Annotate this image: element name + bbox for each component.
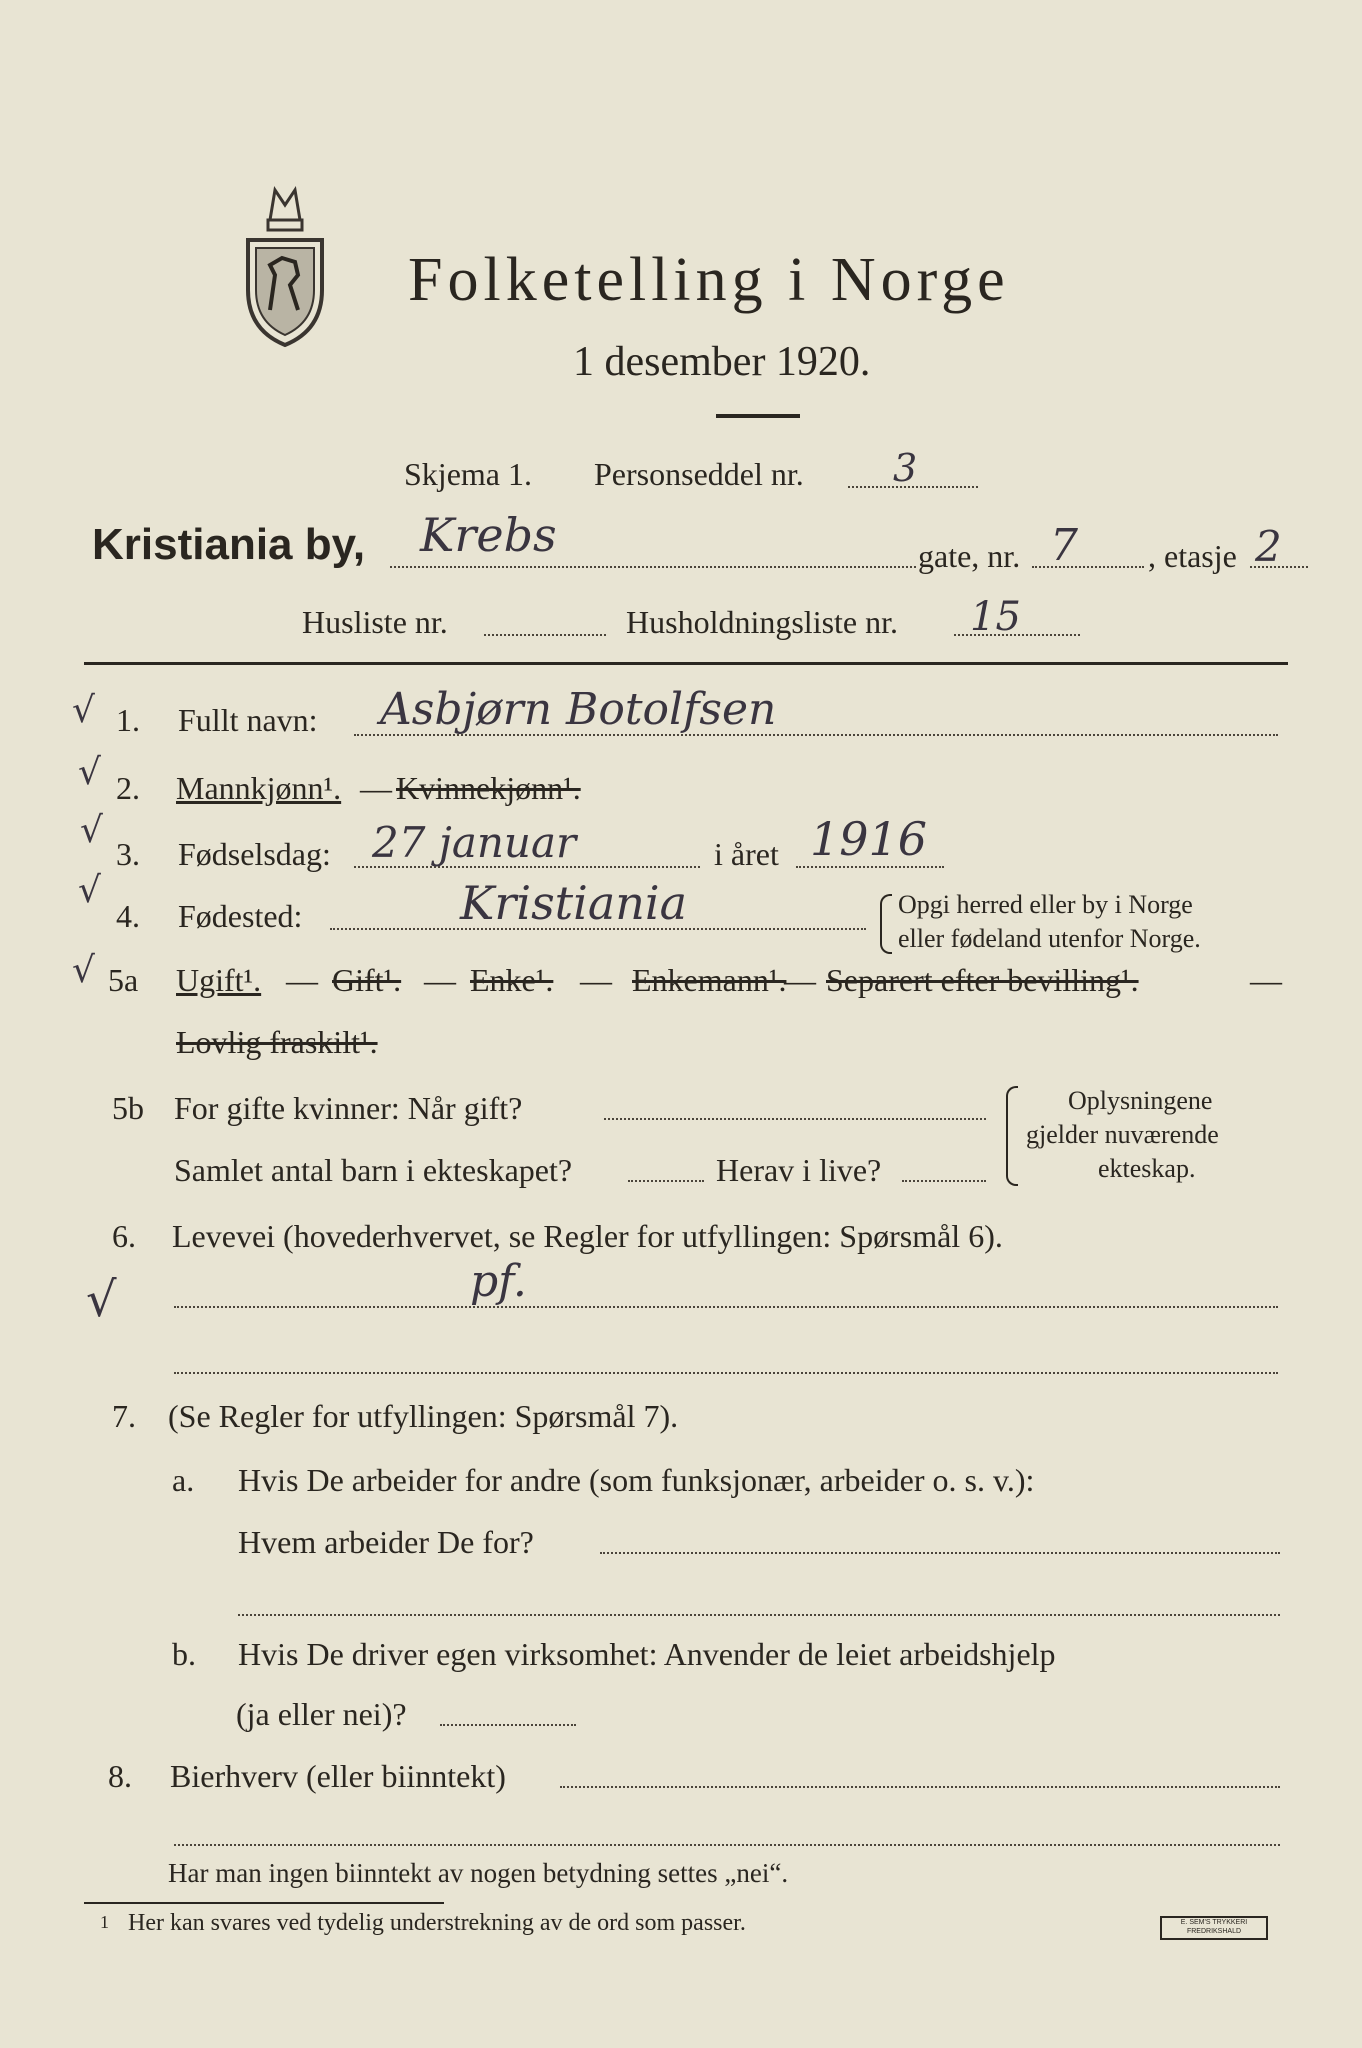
option-separert[interactable]: Separert efter bevilling¹. — [826, 962, 1139, 998]
husliste-label: Husliste nr. — [302, 604, 448, 640]
q5b-label: For gifte kvinner: Når gift? — [174, 1090, 523, 1126]
occupation-field-2[interactable] — [174, 1372, 1278, 1374]
q4-number: 4. — [116, 898, 140, 934]
barn-label: Samlet antal barn i ekteskapet? — [174, 1152, 573, 1188]
option-kvinnekjonn[interactable]: Kvinnekjønn¹. — [396, 770, 581, 806]
occupation-value: pf. — [470, 1256, 527, 1307]
birthplace-note-bracket — [880, 894, 892, 954]
footnote-mark: 1 — [100, 1912, 109, 1932]
q8-label: Bierhverv (eller biinntekt) — [170, 1758, 506, 1794]
q1-label: Fullt navn: — [178, 702, 318, 738]
city-label: Kristiania by, — [92, 520, 366, 569]
birthplace-note-1: Opgi herred eller by i Norge — [898, 890, 1193, 919]
birth-year-field[interactable] — [796, 866, 944, 868]
husliste-field[interactable] — [484, 634, 606, 636]
q7-label: (Se Regler for utfyllingen: Spørsmål 7). — [168, 1398, 679, 1434]
q7a-label: Hvis De arbeider for andre (som funksjonær, arbeider o. s. v.): — [238, 1462, 1035, 1498]
title-divider — [716, 414, 800, 418]
q7a-question: Hvem arbeider De for? — [238, 1524, 534, 1560]
option-mannkjonn[interactable]: Mannkjønn¹. — [176, 770, 342, 806]
option-enkemann[interactable]: Enkemann¹. — [632, 962, 787, 998]
employer-field[interactable] — [600, 1552, 1280, 1554]
children-alive-field[interactable] — [902, 1180, 986, 1182]
q5a-dash-1: — — [286, 962, 318, 998]
q7b-question: (ja eller nei)? — [236, 1696, 407, 1732]
q5a-number: 5a — [108, 962, 139, 998]
q3-number: 3. — [116, 836, 140, 872]
hired-help-field[interactable] — [440, 1724, 576, 1726]
q7a-number: a. — [172, 1462, 195, 1498]
birth-year-value: 1916 — [810, 812, 928, 866]
check-mark-q4: √ — [78, 870, 101, 911]
side-income-field-2[interactable] — [174, 1844, 1280, 1846]
marriage-note-2: gjelder nuværende — [1026, 1120, 1219, 1149]
q5a-dash-4: — — [784, 962, 816, 998]
q5a-dash-3: — — [580, 962, 612, 998]
form-title: Folketelling i Norge — [408, 246, 1010, 314]
q7b-number: b. — [172, 1636, 196, 1672]
printer-stamp: E. SEM'S TRYKKERI FREDRIKSHALD — [1160, 1916, 1268, 1940]
q2-separator: — — [360, 770, 392, 806]
full-name-value: Asbjørn Botolfsen — [380, 684, 777, 735]
header-divider — [84, 662, 1288, 665]
husholdning-label: Husholdningsliste nr. — [626, 604, 899, 640]
gate-nr-value: 7 — [1050, 520, 1078, 571]
gate-label: gate, nr. — [918, 538, 1021, 574]
option-enke[interactable]: Enke¹. — [470, 962, 554, 998]
schema-label: Skjema 1. — [404, 456, 532, 492]
option-fraskilt[interactable]: Lovlig fraskilt¹. — [176, 1024, 378, 1060]
q6-label: Levevei (hovederhvervet, se Regler for utfyllingen: Spørsmål 6). — [172, 1218, 1003, 1254]
marriage-note-3: ekteskap. — [1098, 1154, 1196, 1183]
etasje-label: , etasje — [1148, 538, 1237, 574]
birthplace-note-2: eller fødeland utenfor Norge. — [898, 924, 1201, 953]
check-mark-q2: √ — [78, 752, 101, 793]
marriage-date-field[interactable] — [604, 1118, 986, 1120]
q7b-label: Hvis De driver egen virksomhet: Anvender de leiet arbeidshjelp — [238, 1636, 1056, 1672]
footnote-divider — [84, 1902, 444, 1904]
etasje-value: 2 — [1255, 522, 1282, 571]
q1-number: 1. — [116, 702, 140, 738]
q7-number: 7. — [112, 1398, 136, 1434]
q5a-dash-5: — — [1250, 962, 1282, 998]
gate-nr-field[interactable] — [1032, 566, 1144, 568]
street-value: Krebs — [420, 508, 557, 562]
employer-field-2[interactable] — [238, 1614, 1280, 1616]
option-gift[interactable]: Gift¹. — [332, 962, 402, 998]
check-mark-q5a: √ — [72, 950, 95, 991]
marriage-note-bracket — [1006, 1086, 1018, 1186]
personseddel-label: Personseddel nr. — [594, 456, 804, 492]
live-label: Herav i live? — [716, 1152, 882, 1188]
nei-note: Har man ingen biinntekt av nogen betydning settes „nei“. — [168, 1858, 789, 1888]
option-ugift[interactable]: Ugift¹. — [176, 962, 262, 998]
husholdning-value: 15 — [970, 594, 1021, 640]
q8-number: 8. — [108, 1758, 132, 1794]
occupation-field[interactable] — [174, 1306, 1278, 1308]
personseddel-value: 3 — [893, 446, 918, 490]
check-mark-q1: √ — [72, 690, 95, 731]
birthplace-value: Kristiania — [460, 876, 688, 930]
marriage-note-1: Oplysningene — [1068, 1086, 1213, 1115]
side-income-field[interactable] — [560, 1786, 1280, 1788]
q5b-number: 5b — [112, 1090, 144, 1126]
census-date: 1 desember 1920. — [573, 339, 871, 385]
q5a-dash-2: — — [424, 962, 456, 998]
q6-number: 6. — [112, 1218, 136, 1254]
birthday-value: 27 januar — [372, 818, 577, 867]
footnote-text: Her kan svares ved tydelig understrekning av de ord som passer. — [128, 1910, 746, 1936]
check-mark-q6: √ — [86, 1272, 117, 1328]
children-count-field[interactable] — [628, 1180, 704, 1182]
q2-number: 2. — [116, 770, 140, 806]
q4-label: Fødested: — [178, 898, 303, 934]
q3-label: Fødselsdag: — [178, 836, 331, 872]
coat-of-arms-icon — [240, 180, 330, 350]
street-field[interactable] — [390, 566, 916, 568]
year-label: i året — [714, 836, 779, 872]
check-mark-q3: √ — [80, 810, 103, 851]
